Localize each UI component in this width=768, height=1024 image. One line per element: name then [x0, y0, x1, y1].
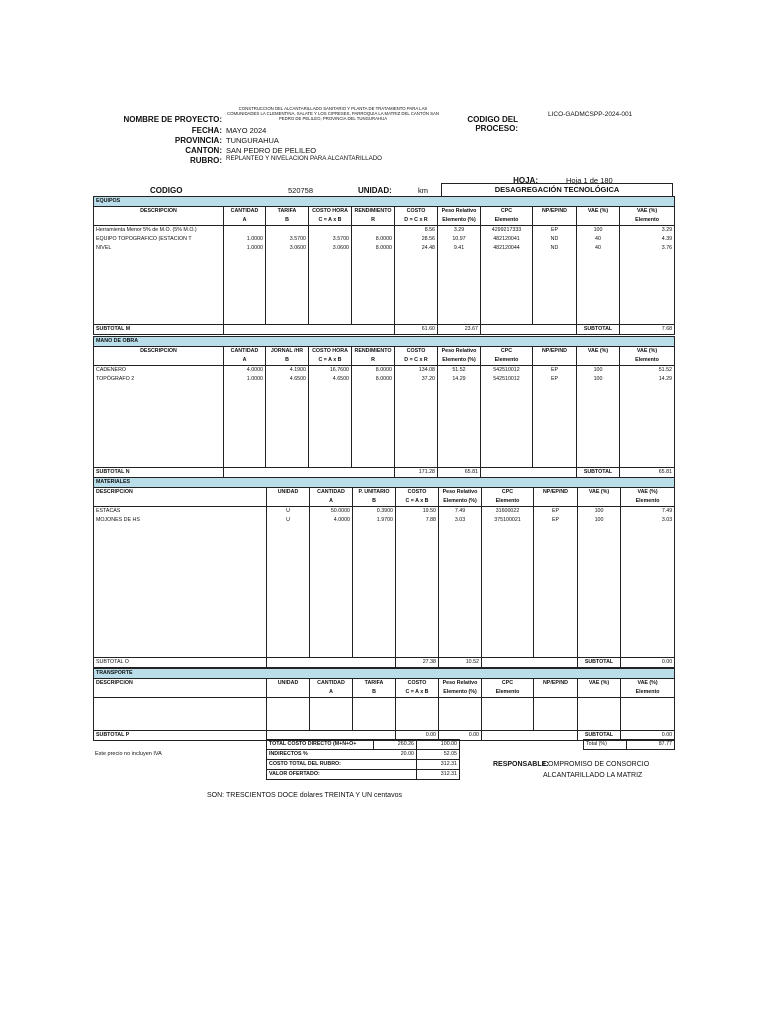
col-header: VAE (%) — [577, 207, 620, 217]
col-header: VAE (%) — [621, 488, 675, 498]
section-title-labor: MANO DE OBRA — [94, 337, 675, 347]
table-row: NIVEL 1.0000 3.0600 3.0600 8.0000 24.48 9.41 482120044 ND 40 3.76 — [94, 244, 675, 253]
province-label: PROVINCIA: — [174, 136, 222, 145]
table-row: ESTACAS U 50.0000 0.3900 19.50 7.49 31600022 EP 100 7.49 — [94, 507, 675, 517]
col-header: UNIDAD — [267, 679, 310, 689]
col-header: CPC — [481, 347, 533, 357]
col-header: CANTIDAD — [224, 207, 266, 217]
col-subheader — [534, 688, 578, 698]
totals-table — [266, 739, 460, 780]
col-subheader — [94, 688, 267, 698]
item-value: REPLANTEO Y NIVELACION PARA ALCANTARILLADO — [226, 155, 382, 162]
table-row: TOPÓGRAFO 2 1.0000 4.6500 4.6500 8.0000 37.20 14.29 542510012 EP 100 14.29 — [94, 375, 675, 384]
table-row: CADENERO 4.0000 4.1900 16.7600 8.0000 134.08 51.52 542510012 EP 100 51.52 — [94, 366, 675, 376]
col-header: Peso Relativo — [438, 207, 481, 217]
col-header: COSTO HORA — [309, 347, 352, 357]
col-subheader: C = A x B — [309, 356, 352, 366]
labor-table — [93, 336, 675, 478]
col-subheader: Elemento — [621, 688, 675, 698]
col-header: TARIFA — [266, 207, 309, 217]
sheet-value: Hoja 1 de 180 — [566, 176, 613, 185]
col-subheader: D = C x R — [395, 216, 438, 226]
amount-in-words-label: SON: — [207, 792, 225, 799]
unit-value: km — [418, 186, 428, 195]
col-header: UNIDAD — [267, 488, 310, 498]
col-header: VAE (%) — [578, 679, 621, 689]
col-subheader: Elemento — [481, 356, 533, 366]
sheet-label: HOJA: — [513, 176, 538, 185]
col-header: CPC — [481, 207, 533, 217]
section-title-equipment: EQUIPOS — [94, 197, 675, 207]
col-header: VAE (%) — [621, 679, 675, 689]
col-header: NP/EP/ND — [534, 679, 578, 689]
materials-table — [93, 477, 675, 668]
section-title-materials: MATERIALES — [94, 478, 675, 488]
canton-label: CANTON: — [185, 146, 222, 155]
col-header: RENDIMIENTO — [352, 207, 395, 217]
col-header: CANTIDAD — [224, 347, 266, 357]
col-header: Peso Relativo — [439, 488, 482, 498]
col-header: TARIFA — [353, 679, 396, 689]
col-subheader: D = C x R — [395, 356, 438, 366]
col-header: JORNAL /HR — [266, 347, 309, 357]
canton-value: SAN PEDRO DE PELILEO — [226, 146, 317, 155]
col-subheader — [577, 216, 620, 226]
col-subheader: Elemento (%) — [439, 688, 482, 698]
col-subheader: A — [224, 356, 266, 366]
province-value: TUNGURAHUA — [226, 136, 279, 145]
col-header: COSTO — [396, 488, 439, 498]
col-subheader — [94, 497, 267, 507]
item-total-row: COSTO TOTAL DEL RUBRO: 312.31 — [267, 760, 460, 770]
col-header: CANTIDAD — [310, 488, 353, 498]
col-header: DESCRIPCION — [94, 347, 224, 357]
section-title-transport: TRANSPORTE — [94, 669, 675, 679]
responsible-line-1: COMPROMISO DE CONSORCIO — [543, 761, 650, 768]
equipment-table — [93, 196, 675, 335]
col-header: COSTO — [395, 347, 438, 357]
col-subheader — [578, 688, 621, 698]
subtotal-row: SUBTOTAL O 27.38 10.52 SUBTOTAL 0.00 — [94, 658, 675, 668]
col-subheader: B — [266, 216, 309, 226]
col-header: VAE (%) — [620, 347, 675, 357]
col-header: DESCRIPCION — [94, 207, 224, 217]
col-subheader: Elemento (%) — [438, 216, 481, 226]
col-header: CPC — [482, 488, 534, 498]
col-subheader: Elemento — [482, 497, 534, 507]
col-header: NP/EP/ND — [533, 207, 577, 217]
table-row: Herramienta Menor 5% de M.O. (5% M.O.) 8.56 3.29 4299217333 EP 100 3.29 — [94, 226, 675, 236]
col-header: COSTO — [395, 207, 438, 217]
offered-value-row: VALOR OFERTADO: 312.31 — [267, 770, 460, 780]
col-subheader: B — [353, 497, 396, 507]
process-code-label: CODIGO DEL PROCESO: — [467, 115, 518, 133]
col-subheader: A — [310, 688, 353, 698]
col-subheader — [577, 356, 620, 366]
transport-table — [93, 668, 675, 741]
col-subheader — [578, 497, 621, 507]
total-pct-value: 87.77 — [627, 740, 675, 750]
col-header: CPC — [482, 679, 534, 689]
internal-code-value: 520758 — [288, 186, 314, 195]
col-header: VAE (%) — [620, 207, 675, 217]
col-subheader: Elemento (%) — [439, 497, 482, 507]
responsible-line-2: ALCANTARILLADO LA MATRIZ — [543, 772, 643, 779]
col-subheader — [533, 356, 577, 366]
col-header: VAE (%) — [577, 347, 620, 357]
project-name-label: NOMBRE DE PROYECTO: — [123, 115, 222, 124]
col-subheader — [267, 497, 310, 507]
col-subheader — [267, 688, 310, 698]
project-name: CONSTRUCCION DEL ALCANTARILLADO SANITARIO Y PLANTA DE TRATAMIENTO PARA LAS COMUNIDADES LA CLEMENTINA, SALATE Y LOS CIPRESES, PARROQUIA LA MATRIZ DEL CANTÓN SAN PEDRO DE PELILEO, PROVINCIA DEL TUNGURAHUA — [227, 106, 439, 121]
col-subheader: C = A x B — [309, 216, 352, 226]
table-row: MOJONES DE HS U 4.0000 1.9700 7.88 3.03 375100021 EP 100 3.03 — [94, 516, 675, 525]
col-subheader: C = A x B — [396, 497, 439, 507]
col-header: VAE (%) — [578, 488, 621, 498]
col-header: DESCRIPCION — [94, 679, 267, 689]
total-pct-table — [583, 739, 675, 750]
col-subheader: Elemento — [620, 216, 675, 226]
col-header: NP/EP/ND — [534, 488, 578, 498]
responsible-label: RESPONSABLE: — [493, 761, 549, 768]
col-header: CANTIDAD — [310, 679, 353, 689]
internal-code-label: CODIGO — [150, 186, 183, 195]
col-subheader: R — [352, 356, 395, 366]
amount-in-words: TRESCIENTOS DOCE dolares TREINTA Y UN centavos — [226, 792, 402, 799]
col-header: RENDIMIENTO — [352, 347, 395, 357]
tech-breakdown-title: DESAGREGACIÓN TECNOLÓGICA — [494, 185, 620, 194]
col-subheader: A — [310, 497, 353, 507]
col-subheader: R — [352, 216, 395, 226]
date-value: MAYO 2024 — [226, 126, 267, 135]
col-subheader: Elemento — [481, 216, 533, 226]
col-subheader: B — [266, 356, 309, 366]
col-subheader: Elemento — [482, 688, 534, 698]
col-header: DESCRIPCION — [94, 488, 267, 498]
col-subheader — [533, 216, 577, 226]
subtotal-row: SUBTOTAL N 171.28 65.81 SUBTOTAL 65.81 — [94, 468, 675, 478]
col-header: NP/EP/ND — [533, 347, 577, 357]
date-label: FECHA: — [191, 126, 222, 135]
col-subheader: Elemento (%) — [438, 356, 481, 366]
subtotal-row: SUBTOTAL M 61.60 23.67 SUBTOTAL 7.68 — [94, 325, 675, 335]
col-subheader: Elemento — [621, 497, 675, 507]
col-subheader: Elemento — [620, 356, 675, 366]
total-direct-row: TOTAL COSTO DIRECTO (M+N+O+ 260.26 100.00 — [267, 740, 460, 750]
col-subheader — [94, 356, 224, 366]
col-subheader: A — [224, 216, 266, 226]
col-header: COSTO — [396, 679, 439, 689]
indirect-row: INDIRECTOS % 20.00 52.05 — [267, 750, 460, 760]
col-subheader — [94, 216, 224, 226]
col-subheader: C = A x B — [396, 688, 439, 698]
col-header: Peso Relativo — [438, 347, 481, 357]
process-code: LICO-GADMCSPP-2024-001 — [548, 111, 633, 118]
col-header: Peso Relativo — [439, 679, 482, 689]
table-row: EQUIPO TOPOGRAFICO (ESTACION T 1.0000 3.5700 3.5700 8.0000 28.56 10.97 482120041 ND 40 4.39 — [94, 235, 675, 244]
item-label: RUBRO: — [190, 156, 222, 165]
col-subheader: B — [353, 688, 396, 698]
unit-label: UNIDAD: — [358, 186, 392, 195]
iva-note: Este precio no incluyen IVA — [95, 751, 162, 757]
subtotal-row: SUBTOTAL P 0.00 0.00 SUBTOTAL 0.00 — [94, 731, 675, 741]
col-header: P. UNITARIO — [353, 488, 396, 498]
col-header: COSTO HORA — [309, 207, 352, 217]
total-pct-label: Total (%) — [584, 740, 627, 750]
col-subheader — [534, 497, 578, 507]
